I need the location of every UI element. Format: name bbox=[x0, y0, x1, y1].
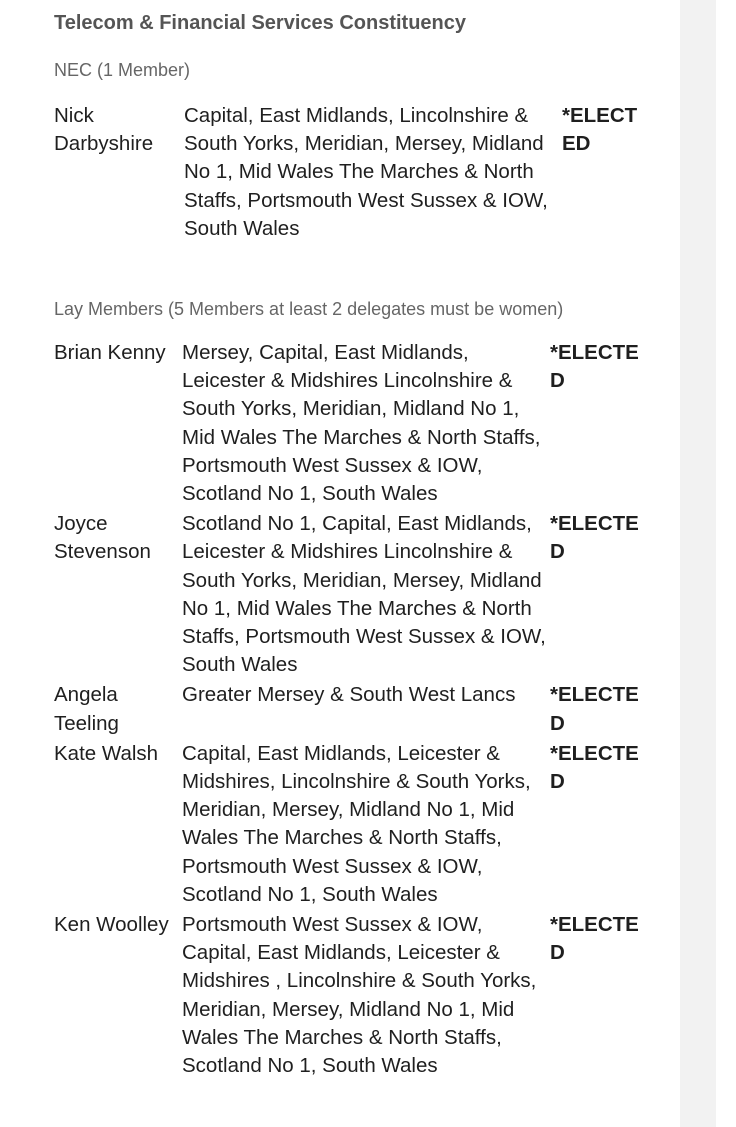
member-name: Ken Woolley bbox=[54, 913, 169, 937]
lay-member-row bbox=[54, 681, 654, 737]
member-status: *ELECTED bbox=[550, 341, 639, 393]
lay-member-row bbox=[54, 911, 654, 1080]
member-regions: Capital, East Midlands, Leicester & Midshires, Lincolnshire & South Yorks, Meridian, Mersey, Midland No 1, Mid Wales The Marches & North Staffs, Portsmouth West Sussex & IOW, Scotland No 1, South Wales bbox=[182, 741, 531, 906]
lay-members-list bbox=[54, 339, 654, 1080]
page-side-gutter bbox=[680, 0, 716, 1127]
lay-member-row bbox=[54, 510, 654, 679]
member-name: Angela Teeling bbox=[54, 683, 119, 735]
member-regions: Mersey, Capital, East Midlands, Leicester & Midshires Lincolnshire & South Yorks, Meridian, Midland No 1, Mid Wales The Marches & North Staffs, Portsmouth West Sussex & IOW, Scotland No 1, South Wales bbox=[182, 341, 541, 506]
member-status: *ELECTED bbox=[550, 683, 639, 735]
lay-member-row bbox=[54, 339, 654, 508]
nec-member-row bbox=[54, 102, 654, 243]
lay-member-row bbox=[54, 740, 654, 909]
constituency-section bbox=[54, 10, 654, 1082]
member-regions: Greater Mersey & South West Lancs bbox=[182, 683, 516, 707]
member-status: *ELECTED bbox=[562, 104, 638, 156]
member-name: Nick Darbyshire bbox=[54, 104, 154, 156]
member-regions: Portsmouth West Sussex & IOW, Capital, East Midlands, Leicester & Midshires , Lincolnshire & South Yorks, Meridian, Mersey, Midland No 1, Mid Wales The Marches & North Staffs, Scotland No 1, South Wales bbox=[182, 913, 537, 1078]
member-status: *ELECTED bbox=[550, 913, 639, 965]
member-regions: Capital, East Midlands, Lincolnshire & South Yorks, Meridian, Mersey, Midland No 1, Mid Wales The Marches & North Staffs, Portsmouth West Sussex & IOW, South Wales bbox=[184, 104, 548, 240]
member-name: Joyce Stevenson bbox=[54, 512, 151, 564]
member-status: *ELECTED bbox=[550, 512, 639, 564]
member-status: *ELECTED bbox=[550, 741, 639, 794]
section-spacer bbox=[54, 243, 654, 296]
lay-members-subheading: Lay Members (5 Members at least 2 delegates must be women) bbox=[54, 299, 564, 320]
member-name: Kate Walsh bbox=[54, 741, 159, 765]
member-regions: Scotland No 1, Capital, East Midlands, Leicester & Midshires Lincolnshire & South Yorks, Meridian, Mersey, Midland No 1, Mid Wales The Marches & North Staffs, Portsmouth West Sussex & IOW, South Wales bbox=[182, 512, 546, 677]
member-name: Brian Kenny bbox=[54, 341, 166, 365]
nec-subheading: NEC (1 Member) bbox=[54, 60, 191, 80]
section-heading: Telecom & Financial Services Constituency bbox=[54, 12, 466, 34]
